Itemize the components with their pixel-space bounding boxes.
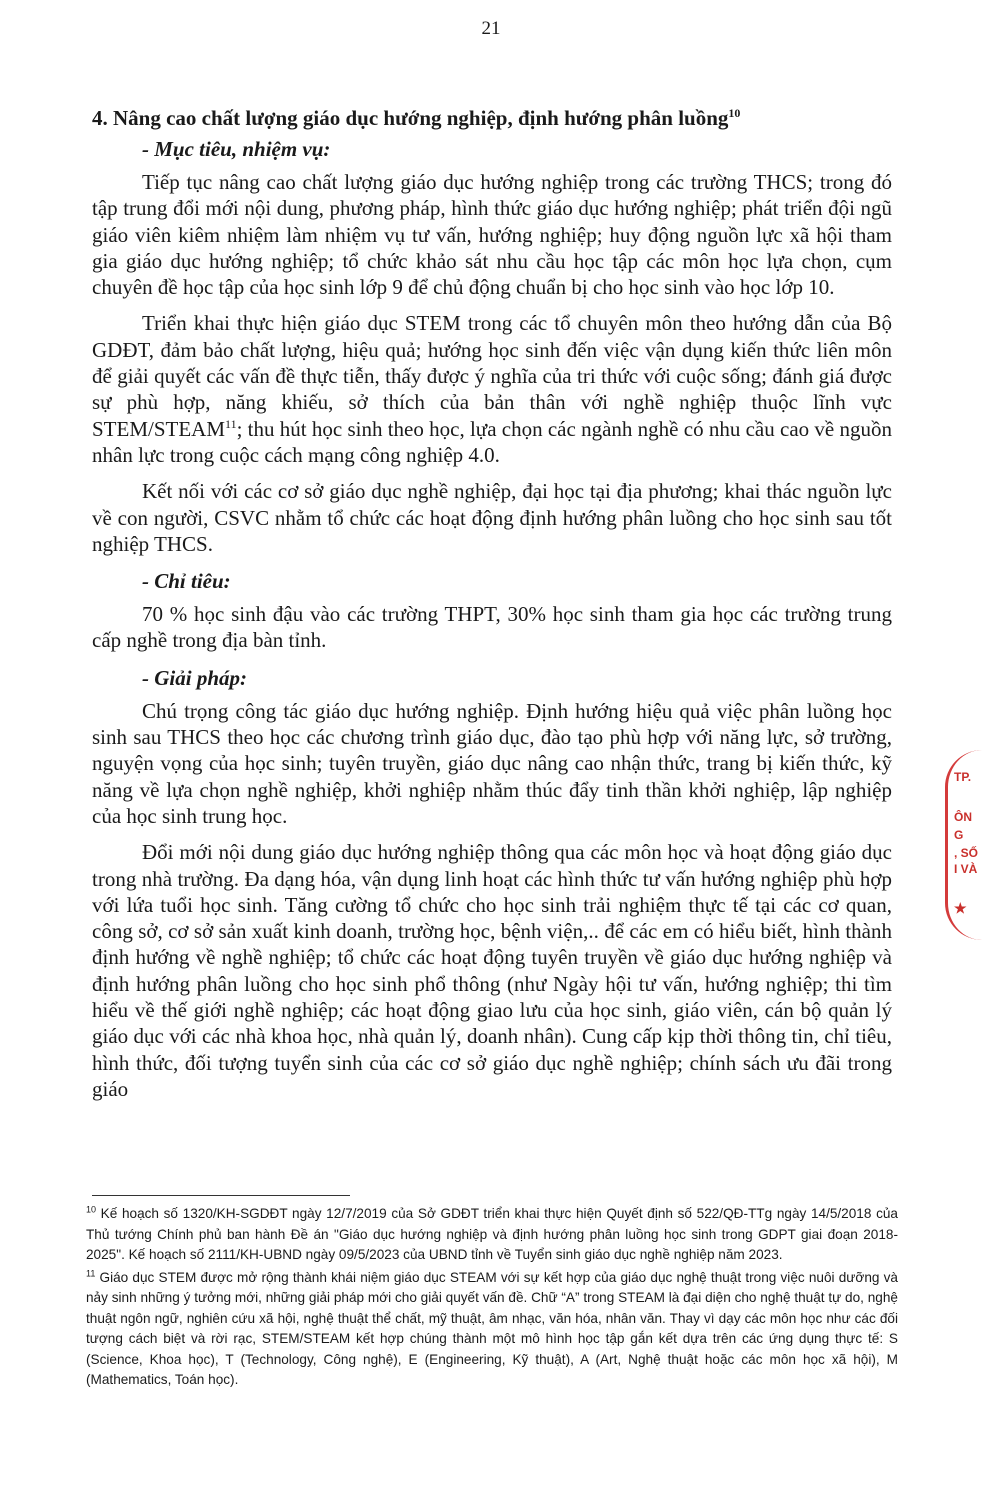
page-number: 21 bbox=[481, 18, 501, 39]
footnote-text: Giáo dục STEM được mở rộng thành khái niệm giáo dục STEAM với sự kết hợp của giáo dục nghệ thuật trong việc nuôi dưỡng và nảy sinh những ý tưởng mới, những giải pháp mới cho giải quyết vấn đề. Chữ “A” trong STEAM là đại diện cho nghệ thuật tự do, nghệ thuật ngôn ngữ, nghiên cứu xã hội, nghệ thuật thể chất, mỹ thuật, âm nhạc, văn hóa, nhân văn. Thay vì dạy các môn học như các đối tượng cách biệt và rời rạc, STEM/STEAM kết hợp chúng thành một mô hình học tập gắn kết dựa trên các ứng dụng thực tế: S (Science, Khoa học), T (Technology, Công nghệ), E (Engineering, Kỹ thuật), A (Art, Nghệ thuật hoặc các môn học xã hội), M (Mathematics, Toán học). bbox=[86, 1269, 898, 1387]
targets-label: - Chỉ tiêu: bbox=[142, 569, 231, 594]
footnote-ref-11: 11 bbox=[225, 416, 237, 431]
footnote-divider bbox=[92, 1195, 350, 1196]
goals-paragraph: Tiếp tục nâng cao chất lượng giáo dục hướng nghiệp trong các trường THCS; trong đó tập trung đổi mới nội dung, phương pháp, hình thức giáo dục hướng nghiệp; phát triển đội ngũ giáo viên kiêm nhiệm làm nhiệm vụ tư vấn, hướng nghiệp; huy động nguồn lực xã hội tham gia giáo dục hướng nghiệp; tổ chức khảo sát nhu cầu học tập các môn học lựa chọn, cụm chuyên đề học tập của học sinh lớp 9 để chủ động chuẩn bị cho học sinh vào học lớp 10. bbox=[92, 170, 892, 300]
stamp-fragment: TP. bbox=[954, 770, 972, 784]
footnote-number: 10 bbox=[86, 1204, 97, 1215]
stamp-fragment: G bbox=[954, 828, 964, 842]
main-content bbox=[92, 98, 892, 1112]
red-seal-stamp bbox=[945, 750, 982, 940]
solutions-label: - Giải pháp: bbox=[142, 665, 247, 690]
targets-paragraph: 70 % học sinh đậu vào các trường THPT, 30% học sinh tham gia học các trường trung cấp nghề trong địa bàn tỉnh. bbox=[92, 602, 892, 653]
footnote-10 bbox=[86, 1204, 898, 1266]
stamp-fragment: I VÀ bbox=[954, 862, 978, 876]
section-heading bbox=[92, 98, 892, 133]
goals-label: - Mục tiêu, nhiệm vụ: bbox=[142, 137, 331, 161]
solutions-paragraph-1: Chú trọng công tác giáo dục hướng nghiệp. Định hướng hiệu quả việc phân luồng học sinh sau THCS theo học các chương trình giáo dục, đào tạo phù hợp với năng lực, sở trường, nguyện vọng của học sinh; tuyên truyền, giáo dục nâng cao nhận thức, trang bị kiến thức, kỹ năng về lựa chọn nghề nghiệp, khởi nghiệp nhằm thúc đẩy tinh thần khởi nghiệp, lập nghiệp của học sinh trung học. bbox=[92, 698, 892, 828]
stem-paragraph bbox=[92, 310, 892, 468]
footnote-ref-10: 10 bbox=[728, 106, 741, 120]
solutions-paragraph-2: Đổi mới nội dung giáo dục hướng nghiệp thông qua các môn học và hoạt động giáo dục trong nhà trường. Đa dạng hóa, vận dụng linh hoạt các hình thức tư vấn hướng nghiệp phù hợp với lứa tuổi học sinh. Tăng cường tổ chức cho học sinh trải nghiệm thực tế tại các cơ quan, công sở, cơ sở sản xuất kinh doanh, trường học, bệnh viện,.. để các em có hiểu biết, hình thành định hướng về nghề nghiệp; tổ chức các hoạt động tuyên truyền về giáo dục hướng nghiệp và định hướng phân luồng cho học sinh phổ thông (như Ngày hội tư vấn, hướng nghiệp; thi tìm hiểu về thế giới nghề nghiệp; các hoạt động giao lưu của học sinh, giáo viên, cán bộ quản lý giáo dục với các nhà khoa học, nhà quản lý, doanh nhân). Cung cấp kịp thời thông tin, chỉ tiêu, hình thức, đối tượng tuyển sinh của các cơ sở giáo dục nghề nghiệp; chính sách ưu đãi trong giáo bbox=[92, 840, 892, 1101]
stamp-fragment: , SỐ bbox=[954, 846, 979, 860]
connect-paragraph: Kết nối với các cơ sở giáo dục nghề nghiệp, đại học tại địa phương; khai thác nguồn lực về con người, CSVC nhằm tổ chức các hoạt động định hướng phân luồng cho học sinh sau tốt nghiệp THCS. bbox=[92, 479, 892, 556]
section-heading-text: 4. Nâng cao chất lượng giáo dục hướng nghiệp, định hướng phân luồng bbox=[92, 106, 729, 130]
stamp-fragment: ÔN bbox=[954, 810, 972, 824]
star-icon: ★ bbox=[954, 900, 967, 916]
footnotes bbox=[86, 1204, 898, 1393]
stem-text-after: ; thu hút học sinh theo học, lựa chọn các ngành nghề có nhu cầu cao về nguồn nhân lực trong cuộc cách mạng công nghiệp 4.0. bbox=[92, 416, 892, 467]
footnote-11 bbox=[86, 1268, 898, 1391]
footnote-number: 11 bbox=[86, 1267, 96, 1278]
footnote-text: Kế hoạch số 1320/KH-SGDĐT ngày 12/7/2019 của Sở GDĐT triển khai thực hiện Quyết định số 522/QĐ-TTg ngày 14/5/2018 của Thủ tướng Chính phủ ban hành Đề án "Giáo dục hướng nghiệp và định hướng phân luồng học sinh trong GDPT giai đoạn 2018-2025". Kế hoạch số 2111/KH-UBND ngày 09/5/2023 của UBND tỉnh về Tuyển sinh giáo dục nghề nghiệp năm 2023. bbox=[86, 1206, 898, 1262]
stem-text-before: Triển khai thực hiện giáo dục STEM trong các tổ chuyên môn theo hướng dẫn của Bộ GDĐT, đảm bảo chất lượng, hiệu quả; hướng học sinh đến việc vận dụng kiến thức liên môn để giải quyết các vấn đề thực tiễn, thấy được ý nghĩa của tri thức với cuộc sống; đánh giá được sự phù hợp, năng khiếu, sở thích của bản thân với nghề nghiệp thuộc lĩnh vực STEM/STEAM bbox=[92, 311, 892, 441]
